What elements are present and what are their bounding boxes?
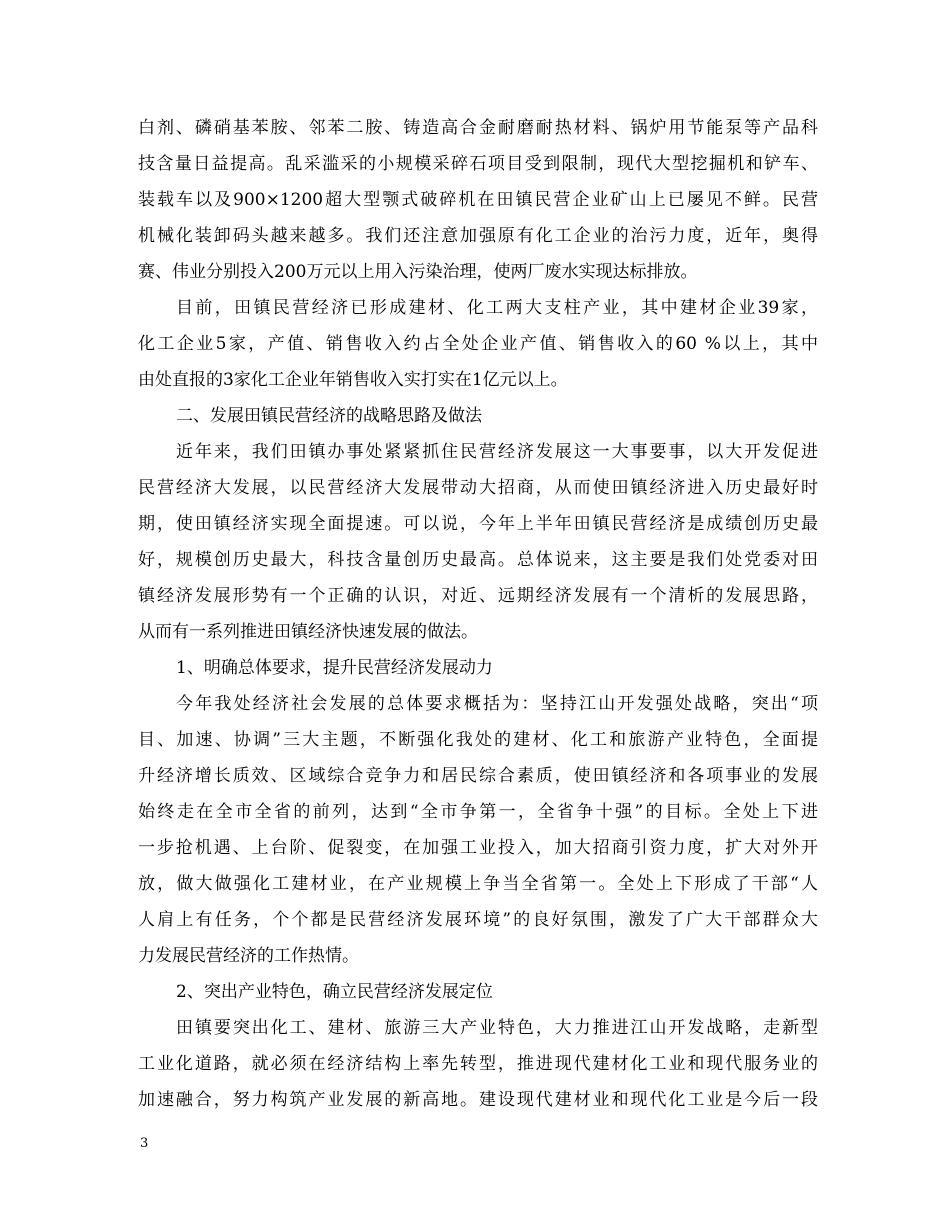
text-line: 机械化装卸码头越来越多。我们还注意加强原有化工企业的治污力度，近年，奥得 [138,226,818,246]
text-line: 镇经济发展形势有一个正确的认识，对近、远期经济发展有一个清析的发展思路， [138,586,818,606]
text-line: 近年来，我们田镇办事处紧紧抓住民营经济发展这一大事要事，以大开发促进 [176,442,818,462]
text-line: 目前，田镇民营经济已形成建材、化工两大支柱产业，其中建材企业39家， [176,298,818,318]
text-line: 装载车以及900×1200超大型颚式破碎机在田镇民营企业矿山上已屡见不鲜。民营 [138,190,818,210]
text-line: 由处直报的3家化工企业年销售收入实打实在1亿元以上。 [138,370,568,390]
text-line: 升经济增长质效、区域综合竞争力和居民综合素质，使田镇经济和各项事业的发展 [138,766,818,786]
page-number: 3 [140,1136,149,1151]
text-line: 工业化道路，就必须在经济结构上率先转型，推进现代建材化工业和现代服务业的 [138,1054,818,1074]
text-line: 二、发展田镇民营经济的战略思路及做法 [176,406,482,426]
text-line: 2、突出产业特色，确立民营经济发展定位 [176,982,493,1002]
text-line: 民营经济大发展，以民营经济大发展带动大招商，从而使田镇经济进入历史最好时 [138,478,818,498]
text-line: 赛、伟业分别投入200万元以上用入污染治理，使两厂废水实现达标排放。 [138,262,698,282]
text-line: 力发展民营经济的工作热情。 [138,946,359,966]
text-line: 人肩上有任务，个个都是民营经济发展环境”的良好氛围，激发了广大干部群众大 [138,910,818,930]
text-line: 始终走在全市全省的前列，达到“全市争第一，全省争十强”的目标。全处上下进 [138,802,818,822]
text-line: 田镇要突出化工、建材、旅游三大产业特色，大力推进江山开发战略，走新型 [176,1018,818,1038]
text-line: 一步抢机遇、上台阶、促裂变，在加强工业投入，加大招商引资力度，扩大对外开 [138,838,818,858]
text-line: 技含量日益提高。乱采滥采的小规模采碎石项目受到限制，现代大型挖掘机和铲车、 [138,154,818,174]
text-line: 期，使田镇经济实现全面提速。可以说，今年上半年田镇民营经济是成绩创历史最 [138,514,818,534]
text-line: 从而有一系列推进田镇经济快速发展的做法。 [138,622,478,642]
body-text [138,110,818,1118]
text-line: 好，规模创历史最大，科技含量创历史最高。总体说来，这主要是我们处党委对田 [138,550,818,570]
text-line: 目、加速、协调”三大主题，不断强化我处的建材、化工和旅游产业特色，全面提 [138,730,818,750]
text-line: 今年我处经济社会发展的总体要求概括为：坚持江山开发强处战略，突出“项 [176,694,818,714]
text-line: 1、明确总体要求，提升民营经济发展动力 [176,658,493,678]
text-line: 加速融合，努力构筑产业发展的新高地。建设现代建材业和现代化工业是今后一段 [138,1090,818,1110]
text-line: 白剂、磷硝基苯胺、邻苯二胺、铸造高合金耐磨耐热材料、锅炉用节能泵等产品科 [138,118,818,138]
text-line: 放，做大做强化工建材业，在产业规模上争当全省第一。全处上下形成了干部“人 [138,874,818,894]
text-line: 化工企业5家，产值、销售收入约占全处企业产值、销售收入的60 %以上，其中 [138,334,818,354]
